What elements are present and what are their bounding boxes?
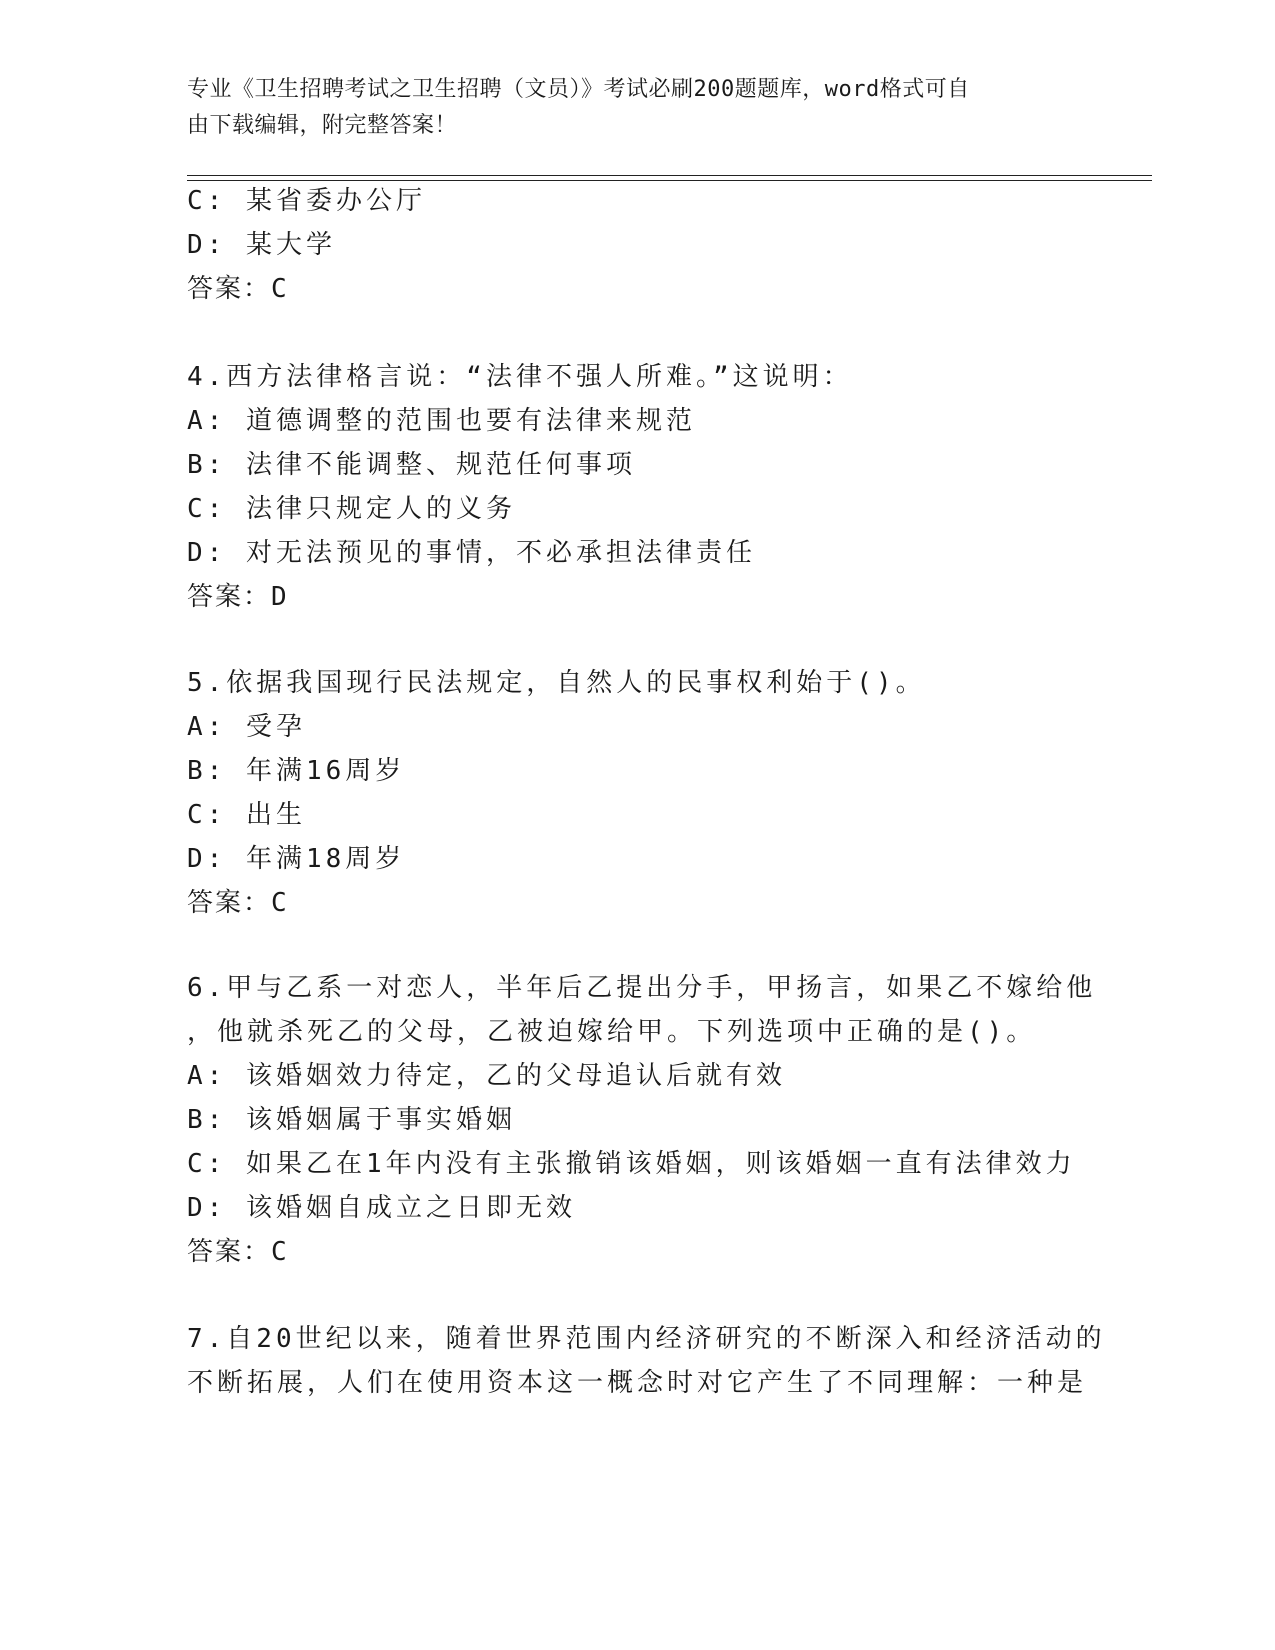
q6-stem-line-2: ，他就杀死乙的父母，乙被迫嫁给甲。下列选项中正确的是()。: [187, 1017, 1037, 1047]
q3-option-c: C: 某省委办公厅: [187, 186, 426, 216]
q6-option-a: A: 该婚姻效力待定，乙的父母追认后就有效: [187, 1061, 786, 1091]
q4-option-a: A: 道德调整的范围也要有法律来规范: [187, 406, 696, 436]
q6-option-b: B: 该婚姻属于事实婚姻: [187, 1105, 516, 1135]
q5-option-b: B: 年满16周岁: [187, 756, 406, 786]
q6-answer: 答案：C: [187, 1237, 289, 1267]
header-divider-top: [187, 175, 1152, 176]
q4-answer: 答案：D: [187, 582, 289, 612]
q5-answer: 答案：C: [187, 888, 289, 918]
q6-option-d: D: 该婚姻自成立之日即无效: [187, 1193, 576, 1223]
q6-option-c: C: 如果乙在1年内没有主张撤销该婚姻，则该婚姻一直有法律效力: [187, 1149, 1076, 1179]
document-header: [187, 72, 1087, 144]
q7-stem-line-1: 7.自20世纪以来，随着世界范围内经济研究的不断深入和经济活动的: [187, 1324, 1106, 1354]
q5-option-d: D: 年满18周岁: [187, 844, 406, 874]
header-divider-bottom: [187, 180, 1152, 181]
q5-option-c: C: 出生: [187, 800, 306, 830]
q6-stem-line-1: 6.甲与乙系一对恋人，半年后乙提出分手，甲扬言，如果乙不嫁给他: [187, 973, 1097, 1003]
q3-answer: 答案：C: [187, 274, 289, 304]
q4-stem: 4.西方法律格言说：“法律不强人所难。”这说明：: [187, 362, 853, 392]
q4-option-d: D: 对无法预见的事情，不必承担法律责任: [187, 538, 756, 568]
q4-option-c: C: 法律只规定人的义务: [187, 494, 516, 524]
q3-option-d: D: 某大学: [187, 230, 336, 260]
header-line-1: 专业《卫生招聘考试之卫生招聘（文员）》考试必刷200题题库，word格式可自: [187, 77, 970, 102]
q5-stem: 5.依据我国现行民法规定，自然人的民事权利始于()。: [187, 668, 926, 698]
q4-option-b: B: 法律不能调整、规范任何事项: [187, 450, 636, 480]
q5-option-a: A: 受孕: [187, 712, 306, 742]
q7-stem-line-2: 不断拓展，人们在使用资本这一概念时对它产生了不同理解：一种是: [187, 1368, 1088, 1398]
header-line-2: 由下载编辑，附完整答案！: [187, 113, 458, 138]
